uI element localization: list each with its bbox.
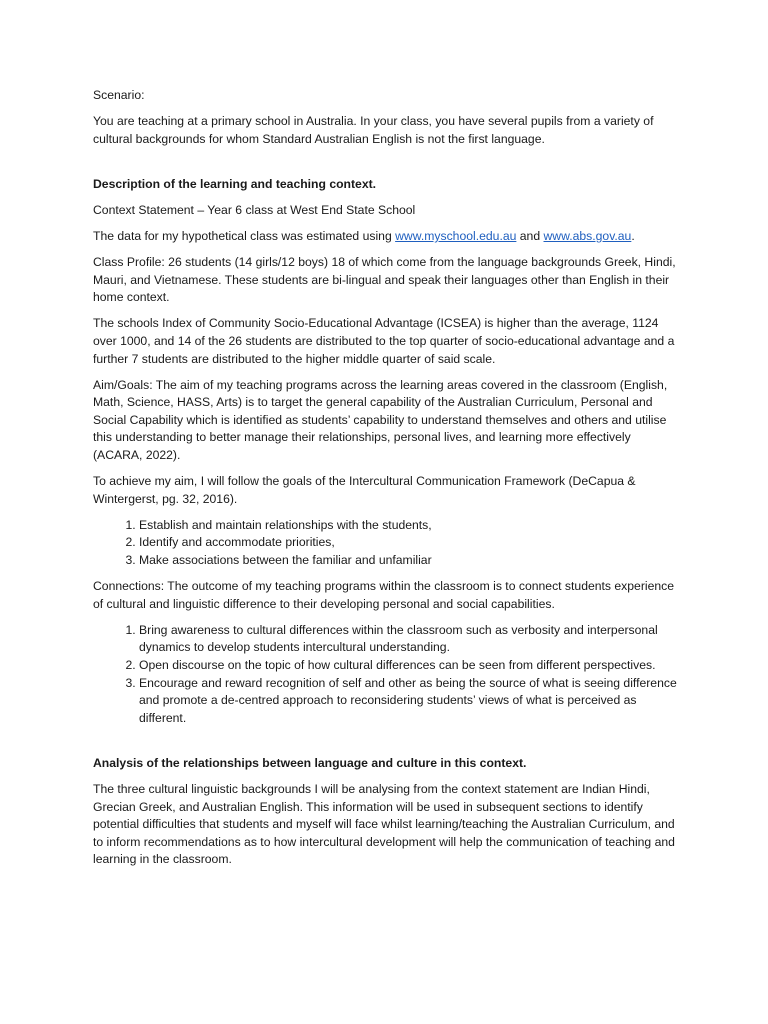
- analysis-text: The three cultural linguistic backgrounds I will be analysing from the context statement are Indian Hindi, Grecian Greek, and Australian English. This information will be used in subsequent sections to identify potential difficulties that students and myself will face whilst learning/teaching the Australian Curriculum, and to inform recommendations as to how intercultural development will help the communication of teaching and learning in the classroom.: [93, 781, 675, 867]
- connections-paragraph: Connections: The outcome of my teaching programs within the classroom is to connect students experience of cultural and linguistic difference to their developing personal and social capabilities.: [93, 579, 675, 611]
- description-heading: Description of the learning and teaching context.: [93, 176, 377, 191]
- goals-list: [93, 517, 683, 570]
- abs-link[interactable]: www.abs.gov.au: [543, 228, 632, 243]
- list-item: 3. Make associations between the familiar and unfamiliar: [139, 552, 683, 570]
- list-item: 2. Open discourse on the topic of how cultural differences can be seen from different perspectives.: [139, 657, 683, 675]
- scenario-label: Scenario:: [93, 88, 145, 102]
- connections-list: [93, 622, 683, 728]
- section-spacer: [93, 736, 683, 755]
- data-source-suffix: .: [631, 228, 635, 243]
- analysis-heading: Analysis of the relationships between language and culture in this context.: [93, 755, 527, 770]
- class-profile: Class Profile: 26 students (14 girls/12 boys) 18 of which come from the language backgrounds Greek, Hindi, Mauri, and Vietnamese. These students are bi-lingual and speak their languages other than English in their home context.: [93, 255, 676, 305]
- myschool-link[interactable]: www.myschool.edu.au: [395, 228, 517, 243]
- data-source-paragraph: [93, 228, 683, 246]
- aim-paragraph: Aim/Goals: The aim of my teaching programs across the learning areas covered in the classroom (English, Math, Science, HASS, Arts) is to target the general capability of the Australian Curriculum, Personal and Social Capability which is identified as students’ capability to understand themselves and others and utilise this understanding to better manage their relationships, personal lives, and learning more effectively (ACARA, 2022).: [93, 377, 668, 462]
- context-statement: Context Statement – Year 6 class at West End State School: [93, 202, 416, 217]
- data-source-prefix: The data for my hypothetical class was estimated using: [93, 228, 396, 243]
- section-spacer: [93, 157, 683, 176]
- list-item: 3. Encourage and reward recognition of self and other as being the source of what is seeing difference and promote a de-centred approach to reconsidering students’ views of what is perceived as different.: [139, 675, 683, 728]
- achieve-paragraph: To achieve my aim, I will follow the goals of the Intercultural Communication Framework (DeCapua & Wintergerst, pg. 32, 2016).: [93, 474, 636, 506]
- icsea-paragraph: The schools Index of Community Socio-Educational Advantage (ICSEA) is higher than the average, 1124 over 1000, and 14 of the 26 students are distributed to the top quarter of socio-educational advantage and a further 7 students are distributed to the higher middle quarter of said scale.: [93, 316, 675, 366]
- data-source-middle: and: [516, 228, 544, 243]
- list-item: 1. Bring awareness to cultural differences within the classroom such as verbosity and interpersonal dynamics to develop students intercultural understanding.: [139, 622, 683, 657]
- scenario-text: You are teaching at a primary school in Australia. In your class, you have several pupils from a variety of cultural backgrounds for whom Standard Australian English is not the first language.: [93, 114, 654, 146]
- list-item: 2. Identify and accommodate priorities,: [139, 534, 683, 552]
- list-item: 1. Establish and maintain relationships with the students,: [139, 517, 683, 535]
- document-page: [93, 87, 683, 877]
